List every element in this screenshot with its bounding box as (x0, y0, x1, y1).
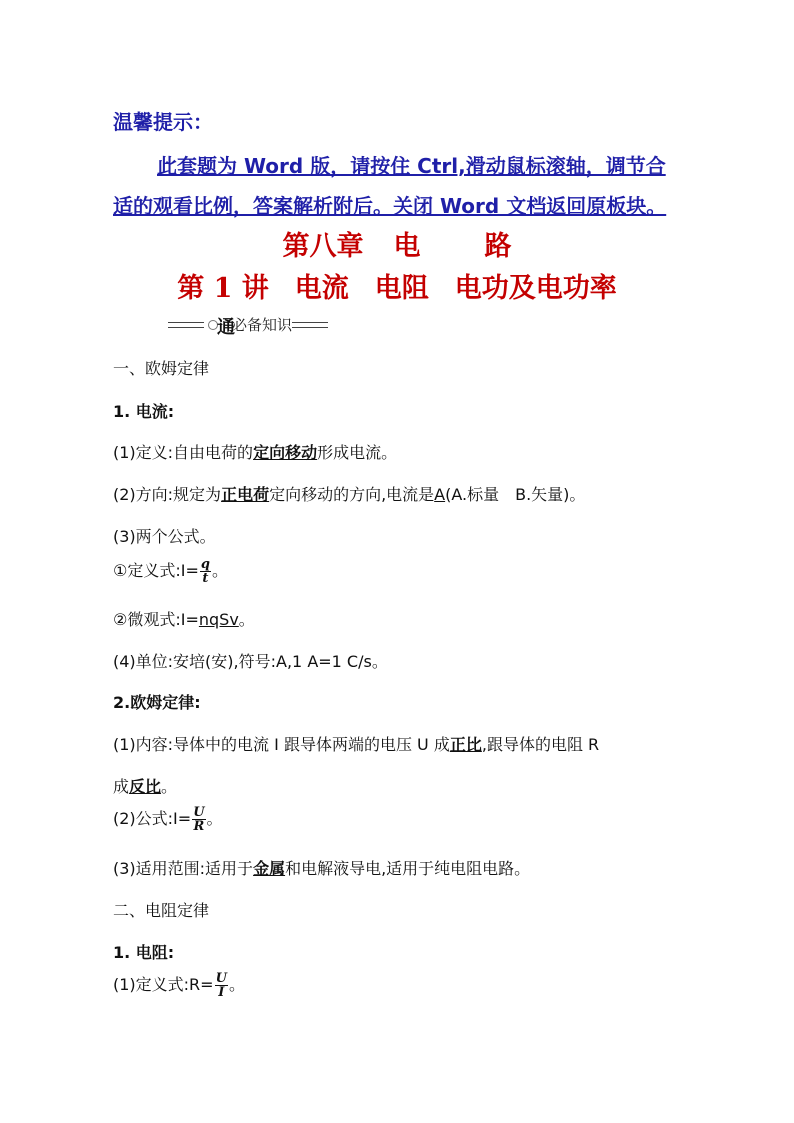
text: 形成电流。 (317, 443, 398, 462)
text: (A.标量 B.矢量)。 (445, 485, 586, 504)
banner-glyph: 通 (217, 316, 235, 338)
paragraph (113, 774, 177, 797)
paragraph (113, 732, 599, 755)
text: (2)方向:规定为 (113, 485, 222, 504)
paragraph (113, 607, 255, 630)
text: (1)内容:导体中的电流 I 跟导体两端的电压 U 成 (113, 735, 450, 754)
banner-label: 必备知识 (232, 316, 293, 334)
chapter-number: 第八章 (282, 231, 364, 262)
magnifier-icon (208, 315, 235, 338)
subsection-heading: 1. 电流: (113, 402, 175, 421)
text: ,跟导体的电阻 R (481, 735, 600, 754)
chapter-name-1: 电 (393, 231, 421, 262)
numerator: U (215, 971, 227, 986)
section-banner (168, 314, 328, 338)
key-term: nqSv (198, 610, 239, 629)
denominator: I (218, 985, 225, 1000)
key-term: 正比 (449, 735, 482, 754)
paragraph (113, 440, 397, 463)
subsection-heading: 1. 电阻: (113, 943, 175, 962)
tip-title: 温馨提示： (113, 110, 213, 134)
section-heading: 二、电阻定律 (113, 901, 210, 920)
text: (3)适用范围:适用于 (113, 859, 254, 878)
answer: A (434, 485, 446, 504)
denominator: t (202, 571, 209, 586)
tip-line-2: 适的观看比例，答案解析附后。关闭 Word 文档返回原板块。 (113, 194, 667, 218)
fraction (192, 806, 205, 833)
paragraph: (4)单位:安培(安),符号:A,1 A=1 C/s。 (113, 652, 388, 671)
text: 。 (238, 610, 255, 629)
tip-line-1: 此套题为 Word 版，请按住 Ctrl,滑动鼠标滚轴，调节合 (157, 154, 666, 178)
formula-line (113, 558, 228, 585)
text: (2)公式:I= (113, 809, 192, 828)
denominator: R (193, 819, 205, 834)
lesson-number: 第 1 讲 (177, 273, 269, 304)
text: ②微观式:I= (113, 610, 199, 629)
key-term: 反比 (129, 777, 162, 796)
key-term: 定向移动 (253, 443, 318, 462)
fraction (215, 972, 228, 999)
numerator: q (200, 557, 210, 572)
paragraph (113, 856, 530, 879)
formula-line (113, 972, 245, 999)
text: 定向移动的方向,电流是 (269, 485, 435, 504)
text: (1)定义:自由电荷的 (113, 443, 254, 462)
lesson-topic-2: 电阻 (374, 273, 429, 304)
key-term: 金属 (253, 859, 286, 878)
formula-line (113, 806, 223, 833)
chapter-name-2: 路 (484, 231, 512, 262)
text: 和电解液导电,适用于纯电阻电路。 (285, 859, 531, 878)
section-heading: 一、欧姆定律 (113, 359, 210, 378)
text: ①定义式:I= (113, 561, 199, 580)
text: 成 (113, 777, 130, 796)
fraction (200, 558, 211, 585)
tip-body (113, 146, 693, 226)
text: 。 (211, 561, 228, 580)
text: (1)定义式:R= (113, 975, 214, 994)
lesson-topic-1: 电流 (294, 273, 349, 304)
lesson-title (0, 266, 794, 305)
numerator: U (193, 805, 205, 820)
paragraph (113, 482, 585, 505)
banner-line-right (292, 322, 328, 328)
text: 。 (161, 777, 178, 796)
text: 。 (206, 809, 223, 828)
chapter-title (0, 224, 794, 263)
lesson-topic-3: 电功及电功率 (454, 273, 617, 304)
text: 。 (228, 975, 245, 994)
paragraph: (3)两个公式。 (113, 527, 216, 546)
banner-line-left (168, 322, 204, 328)
subsection-heading: 2.欧姆定律: (113, 693, 201, 712)
key-term: 正电荷 (221, 485, 270, 504)
